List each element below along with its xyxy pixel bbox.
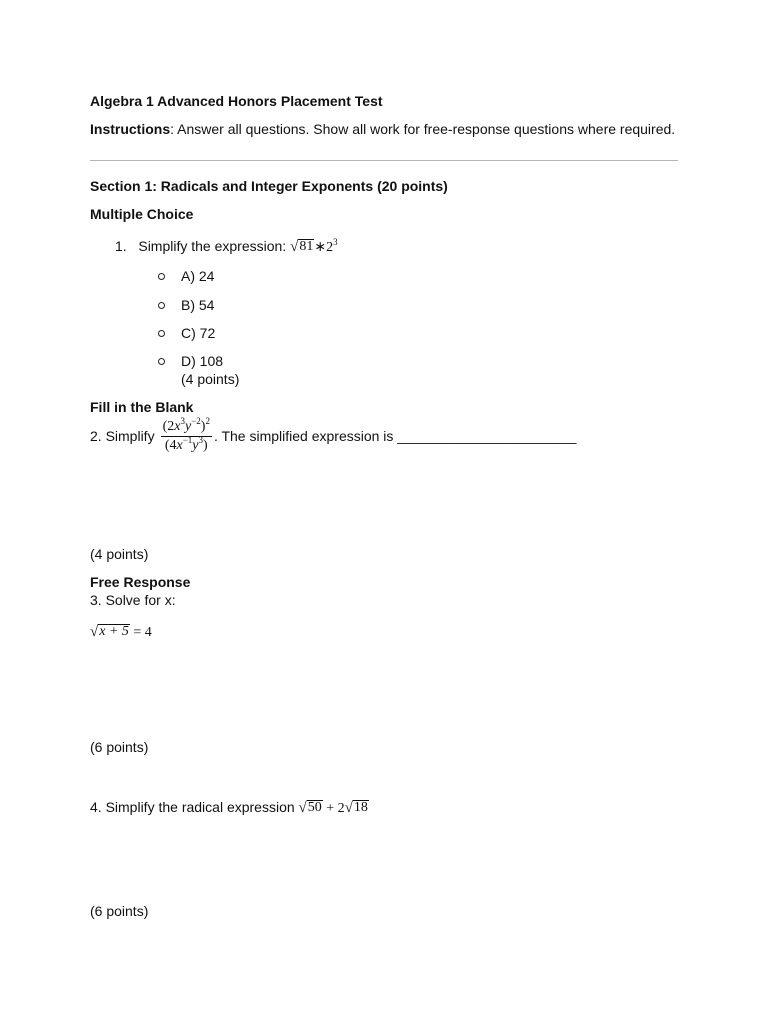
question-4 [90,799,369,817]
question-2-suffix: . The simplified expression is _______________________ [213,428,577,444]
option-b: B) 54 [181,297,215,313]
question-3-prompt: 3. Solve for x: [90,592,176,608]
multiple-choice-heading: Multiple Choice [90,206,194,222]
bullet-icon [158,302,165,309]
section-heading: Section 1: Radicals and Integer Exponents (20 points) [90,178,448,194]
free-response-heading: Free Response [90,574,191,590]
horizontal-divider [90,160,678,161]
question-2 [90,416,576,456]
question-1-number: 1. [115,238,127,254]
question-4-points: (6 points) [90,903,149,919]
question-4-expression: √ 50 + 2 √ 18 [298,800,368,816]
question-2-points: (4 points) [90,546,149,562]
radical-icon: √ [298,800,307,816]
question-2-fraction: $\frac{(2x^3y^{-2})^2}{(4x^{-1}y^3)}$ [162,415,210,453]
question-3-points: (6 points) [90,739,149,755]
radical-icon: √ [290,239,299,255]
question-1-prompt: Simplify the expression: [138,238,287,254]
radical-icon: √ [90,624,99,640]
sqrt-x-plus-5: √ x + 5 [90,624,129,640]
radical-icon: √ [344,800,353,816]
bullet-icon [158,273,165,280]
option-c: C) 72 [181,325,216,341]
question-1 [115,238,338,256]
question-3-equation: √ x + 5 = 4 [90,624,152,640]
bullet-icon [158,330,165,337]
question-1-expression: √ 81 $∗2^3$ [290,237,338,255]
instructions-text: : Answer all questions. Show all work for free-response questions where required. [170,121,676,137]
page-title: Algebra 1 Advanced Honors Placement Test [90,93,383,109]
sqrt-81: √ 81 [290,239,314,255]
fill-in-blank-heading: Fill in the Blank [90,399,194,415]
bullet-icon [158,358,165,365]
instructions-label: Instructions [90,121,171,137]
question-1-points: (4 points) [181,371,240,387]
option-a: A) 24 [181,268,215,284]
question-2-prompt: 2. Simplify [90,428,155,444]
sqrt-50: √ 50 [298,800,322,816]
instructions [90,121,675,137]
question-4-prompt: 4. Simplify the radical expression [90,799,295,815]
option-d: D) 108 [181,353,224,369]
sqrt-18: √ 18 [344,800,368,816]
